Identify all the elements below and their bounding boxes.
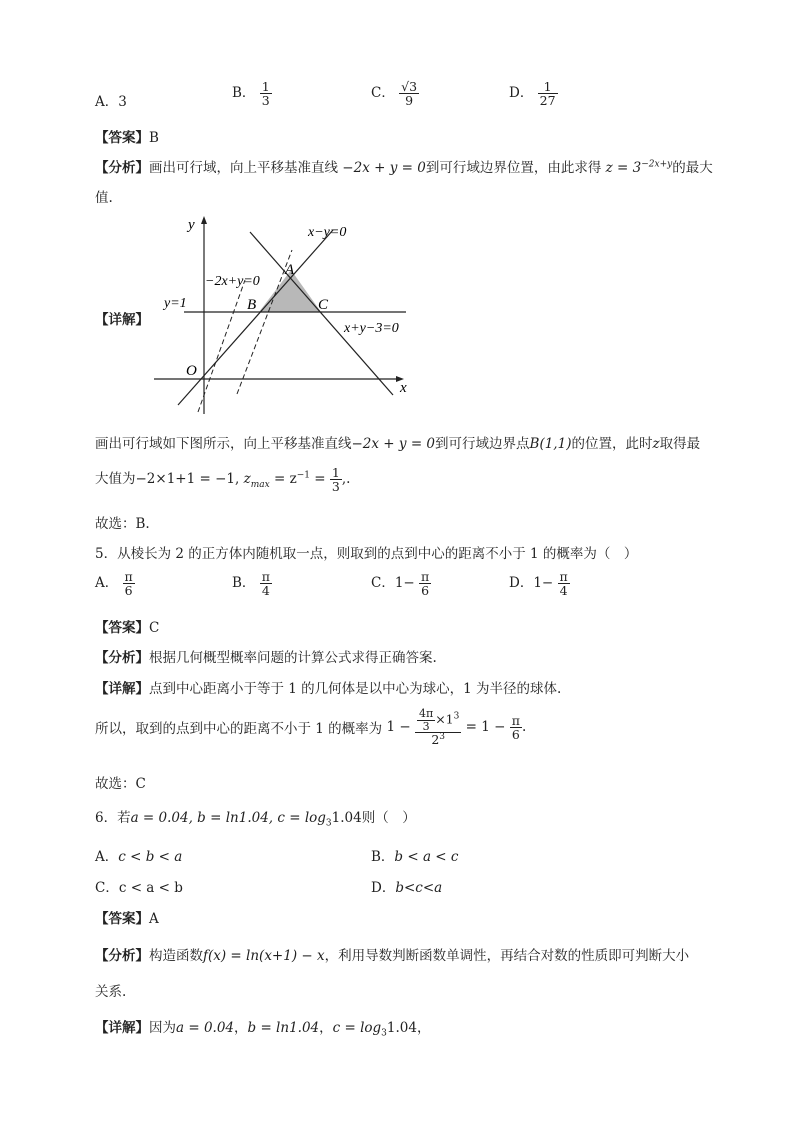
label-line-x-plus-y: x+y−3=0 (344, 321, 399, 336)
y-axis-arrow (201, 216, 207, 224)
q5-stem: 5．从棱长为 2 的正方体内随机取一点，则取到的点到中心的距离不小于 1 的概率为（ ） (95, 546, 638, 562)
q4-answer: 【答案】B (95, 130, 159, 146)
q4-option-b: B． $\frac{1}{3}$ (232, 79, 270, 109)
label-line-x-minus-y: x−y=0 (308, 225, 347, 240)
q6-analysis: 【分析】构造函数f(x) = ln(x+1) − x，利用导数判断函数单调性，再结合对数的性质即可判断大小 (95, 948, 690, 964)
q4-detail-line2: 大值为−2×1+1 = −1, $z_{max} = z^{-1}$ = $\frac{1}{3}$ ,. (95, 465, 351, 495)
line-x-plus-y-minus-3 (250, 232, 393, 395)
q5-answer: 【答案】C (95, 620, 160, 636)
label-point-a: A (285, 262, 295, 278)
label-line-baseline: −2x+y=0 (205, 274, 260, 289)
q6-option-d: D．b<c<a (371, 880, 443, 896)
label-origin: O (186, 363, 197, 379)
q6-option-c: C．c < a < b (95, 880, 183, 896)
feasible-region-figure (148, 212, 418, 417)
q5-option-a: A． $\frac{\pi}{6}$ (95, 569, 133, 599)
label-line-y-equals-1: y=1 (164, 296, 187, 311)
dashed-baseline-through-b (237, 250, 292, 394)
q5-option-d: D．1− $\frac{\pi}{4}$ (509, 569, 568, 599)
label-point-c: C (318, 297, 329, 313)
q4-analysis-line2: 值. (95, 190, 113, 206)
q5-analysis: 【分析】根据几何概型概率问题的计算公式求得正确答案. (95, 650, 437, 666)
q6-option-b: B．b < a < c (371, 849, 459, 865)
q6-detail: 【详解】因为a = 0.04，b = ln1.04，$c = \log_31.04$， (95, 1020, 431, 1039)
q5-option-c: C．1− $\frac{\pi}{6}$ (371, 569, 430, 599)
q4-option-a: A．3 (95, 94, 127, 110)
q6-answer: 【答案】A (95, 911, 159, 927)
label-x-axis: x (400, 380, 407, 396)
q4-detail-line1: 画出可行域如下图所示，向上平移基准直线−2x + y = 0到可行域边界点B(1,1)的位置，此时z取得最 (95, 436, 701, 452)
q6-option-a: A．c < b < a (95, 849, 183, 865)
q5-choice: 故选：C (95, 776, 146, 792)
q5-detail: 【详解】点到中心距离小于等于 1 的几何体是以中心为球心，1 为半径的球体. (95, 681, 562, 697)
q5-calculation: 所以，取到的点到中心的距离不小于 1 的概率为 1 − $\frac{4\pi}{3}$ $\times 1^3$ $2^3$ = 1 − $\frac{\pi}{6}$ . (95, 707, 527, 748)
label-y-axis: y (188, 217, 195, 233)
q4-detail-tag: 【详解】 (95, 312, 149, 328)
q4-option-d: D． $\frac{1}{27}$ (509, 79, 556, 109)
q4-analysis: 【分析】画出可行域，向上平移基准直线 −2x + y = 0到可行域边界位置，由此求得 $z = 3^{-2x+y}$的最大 (95, 159, 713, 176)
q6-stem: 6．若a = 0.04, b = ln1.04, $c = \log_31.04$则（ ） (95, 810, 416, 829)
q4-option-c: C． $\frac{√3}{9}$ (371, 79, 418, 109)
q5-option-b: B． $\frac{\pi}{4}$ (232, 569, 270, 599)
label-point-b: B (247, 297, 257, 313)
q6-analysis-line2: 关系. (95, 984, 127, 1000)
q4-choice: 故选：B. (95, 516, 150, 532)
